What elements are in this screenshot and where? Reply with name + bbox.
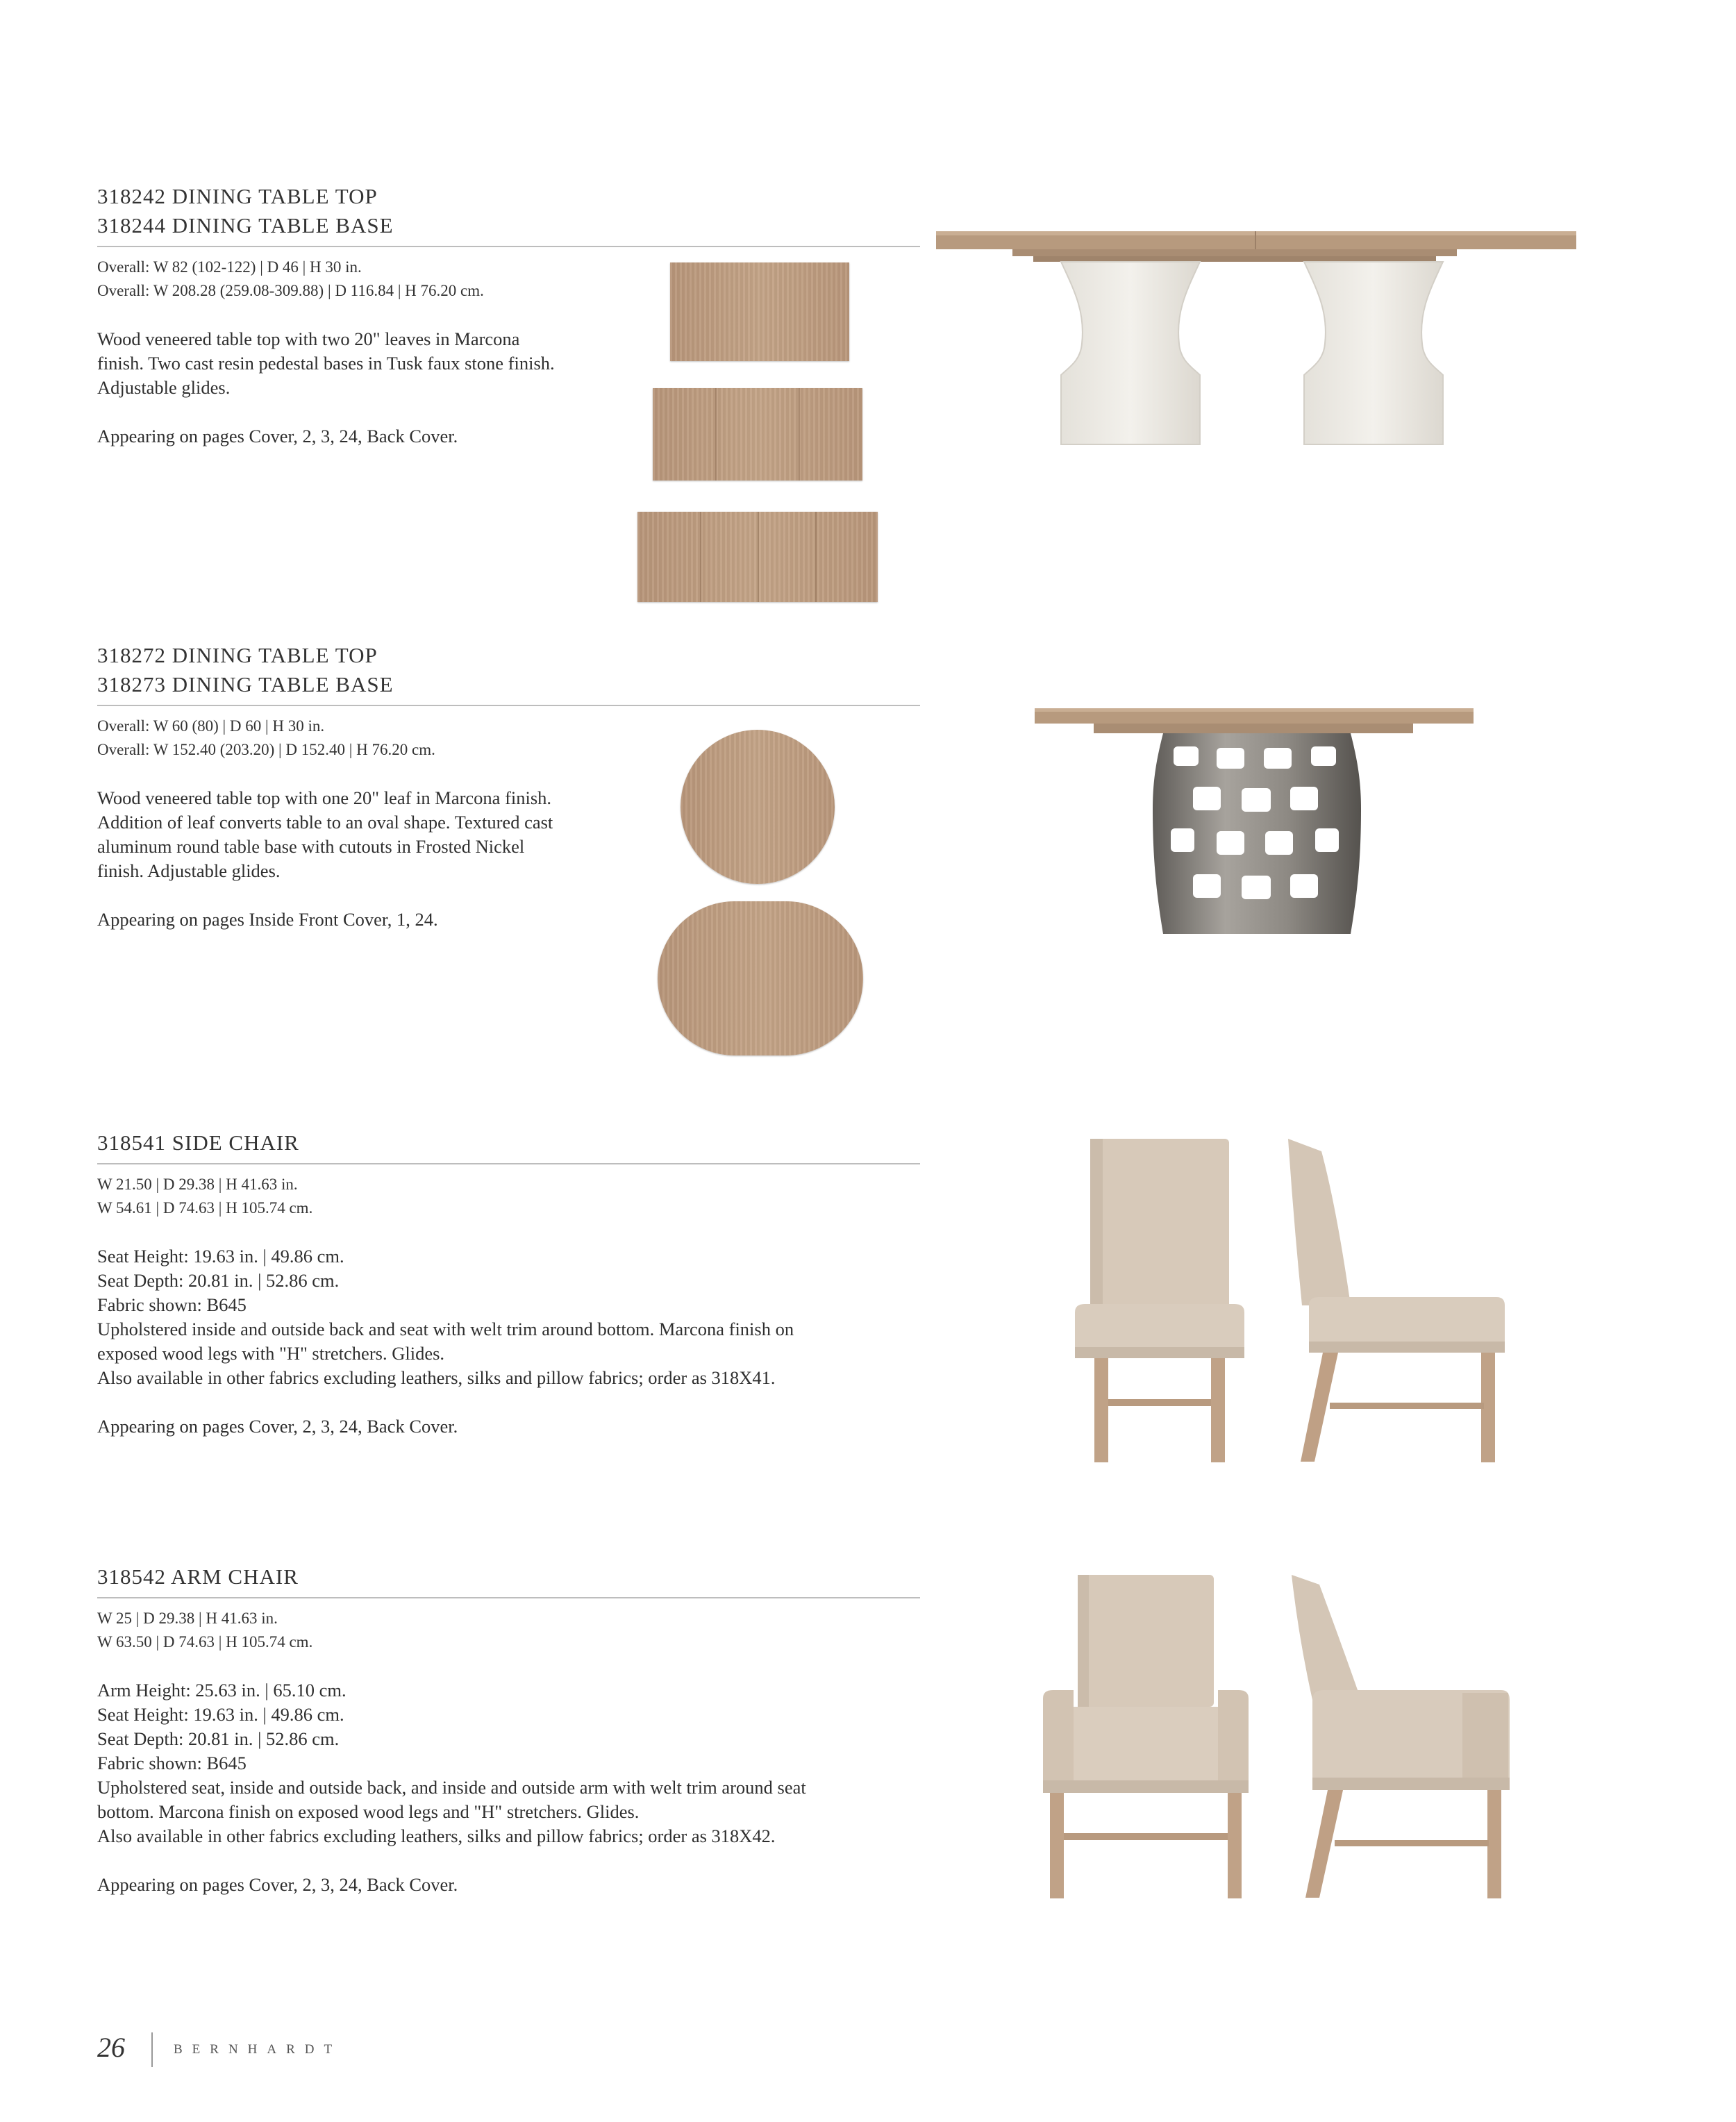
divider [97,1597,920,1598]
description-line: Addition of leaf converts table to an oval shape. Textured cast [97,812,553,833]
rectangular-dining-table-image [936,229,1578,451]
heading-line: 318244 DINING TABLE BASE [97,213,394,237]
description-line: bottom. Marcona finish on exposed wood legs and "H" stretchers. Glides. [97,1801,640,1822]
dimension-line: Overall: W 60 (80) | D 60 | H 30 in. [97,717,325,735]
heading-line: 318542 ARM CHAIR [97,1564,299,1589]
description-line: aluminum round table base with cutouts in Frosted Nickel [97,836,525,857]
appearing-pages: Appearing on pages Inside Front Cover, 1, 24. [97,909,438,930]
description-line: Upholstered seat, inside and outside back, and inside and outside arm with welt trim around seat [97,1777,806,1798]
description-line: Fabric shown: B645 [97,1753,247,1773]
description-line: finish. Two cast resin pedestal bases in Tusk faux stone finish. [97,353,555,374]
round-dining-table-image [1035,705,1479,941]
description-line: Also available in other fabrics excluding leathers, silks and pillow fabrics; order as 318X41. [97,1367,776,1388]
arm-chair-side-image [1285,1575,1514,1901]
divider [97,705,920,706]
table-top-one-leaf-image [653,388,862,481]
side-chair-side-image [1281,1139,1510,1465]
appearing-pages: Appearing on pages Cover, 2, 3, 24, Back Cover. [97,426,458,446]
description-line: Fabric shown: B645 [97,1294,247,1315]
description-line: Wood veneered table top with one 20" leaf in Marcona finish. [97,787,552,808]
heading-line: 318541 SIDE CHAIR [97,1130,299,1155]
description-line: Seat Depth: 20.81 in. | 52.86 cm. [97,1728,340,1749]
appearing-pages: Appearing on pages Cover, 2, 3, 24, Back Cover. [97,1416,458,1437]
side-chair-front-image [1069,1139,1250,1465]
product-heading [97,182,920,240]
description-line: Seat Height: 19.63 in. | 49.86 cm. [97,1704,344,1725]
product-description [97,1244,920,1390]
product-heading [97,641,920,699]
product-318542 [97,1562,920,1897]
description-line: Adjustable glides. [97,377,231,398]
description-line: finish. Adjustable glides. [97,860,281,881]
appearing-pages: Appearing on pages Cover, 2, 3, 24, Back Cover. [97,1874,458,1895]
dimension-line: W 21.50 | D 29.38 | H 41.63 in. [97,1176,298,1193]
footer-divider [151,2032,153,2067]
product-description [97,1678,920,1848]
description-line: exposed wood legs with "H" stretchers. Glides. [97,1343,445,1364]
product-dimensions [97,1173,920,1220]
dimension-line: Overall: W 152.40 (203.20) | D 152.40 | H 76.20 cm. [97,741,435,758]
dimension-line: Overall: W 82 (102-122) | D 46 | H 30 in. [97,258,362,276]
description-line: Seat Depth: 20.81 in. | 52.86 cm. [97,1270,340,1291]
description-line: Seat Height: 19.63 in. | 49.86 cm. [97,1246,344,1267]
product-dimensions [97,1607,920,1654]
arm-chair-front-image [1042,1575,1250,1901]
heading-line: 318242 DINING TABLE TOP [97,184,378,208]
product-318541 [97,1128,920,1439]
divider [97,246,920,247]
brand-wordmark: BERNHARDT [174,2042,342,2057]
product-heading [97,1562,920,1591]
description-line: Arm Height: 25.63 in. | 65.10 cm. [97,1680,347,1701]
page-number: 26 [97,2032,125,2063]
dimension-line: W 25 | D 29.38 | H 41.63 in. [97,1610,278,1627]
product-heading [97,1128,920,1158]
description-line: Wood veneered table top with two 20" leaves in Marcona [97,328,520,349]
description-line: Upholstered inside and outside back and seat with welt trim around bottom. Marcona finish on [97,1319,794,1339]
dimension-line: Overall: W 208.28 (259.08-309.88) | D 116.84 | H 76.20 cm. [97,282,484,299]
round-top-image [681,730,835,884]
table-top-closed-image [670,262,849,361]
table-top-two-leaves-image [637,512,878,602]
dimension-line: W 63.50 | D 74.63 | H 105.74 cm. [97,1633,313,1651]
description-line: Also available in other fabrics excluding leathers, silks and pillow fabrics; order as 318X42. [97,1826,776,1846]
heading-line: 318272 DINING TABLE TOP [97,643,378,667]
divider [97,1163,920,1164]
oval-top-image [658,901,863,1055]
dimension-line: W 54.61 | D 74.63 | H 105.74 cm. [97,1199,313,1217]
heading-line: 318273 DINING TABLE BASE [97,672,394,696]
